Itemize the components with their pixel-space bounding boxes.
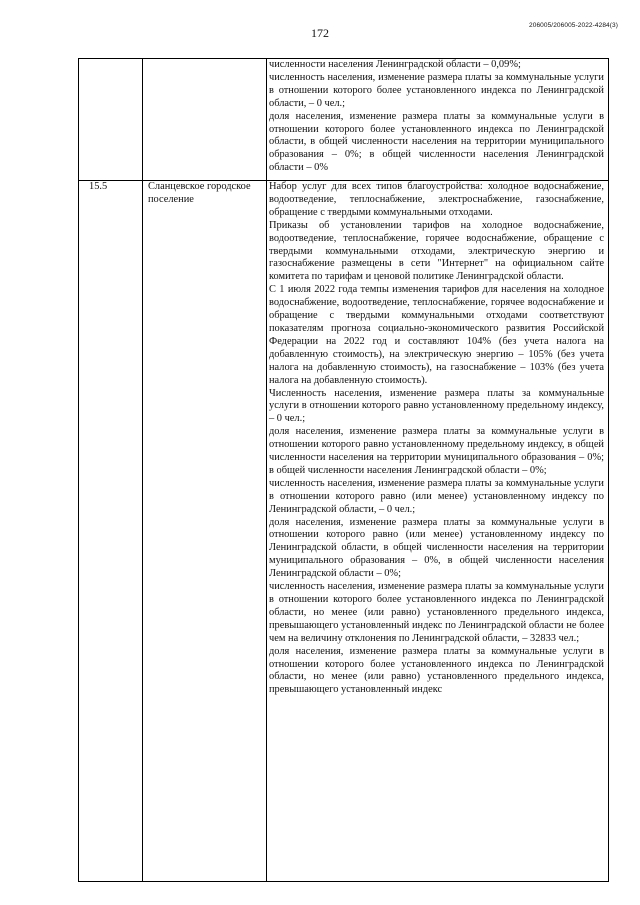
paragraph: численности населения Ленинградской области – 0,09%; (269, 59, 521, 70)
paragraph: численность населения, изменение размера платы за коммунальные услуги в отношении которого более установленного индекса по Ленинградской области, – 0 чел.; (269, 71, 604, 109)
paragraph: Численность населения, изменение размера платы за коммунальные услуги в отношении которого равно установленному предельному индексу, – 0 чел.; (269, 387, 604, 425)
tariff-table (78, 58, 609, 882)
paragraph: доля населения, изменение размера платы за коммунальные услуги в отношении которого более установленного индекса по Ленинградской области, но менее (или равно) установленного предельного индекса, превышающего установленный индекс (269, 645, 604, 696)
paragraph: численность населения, изменение размера платы за коммунальные услуги в отношении которого более установленного индекса по Ленинградской области, но менее (или равно) установленного предельного индекса, превышающего установленный индекс по Ленинградской области не более чем на величину отклонения по Ленинградской области, – 32833 чел.; (269, 581, 604, 644)
paragraph: С 1 июля 2022 года темпы изменения тарифов для населения на холодное водоснабжение, водоотведение, теплоснабжение, горячее водоснабжение и обращение с твердыми коммунальными отходами соответствуют показателям прогноза социально-экономического развития Российской Федерации на 2022 год и составляют 104% (без учета налога на добавленную стоимость), на электрическую энергию – 105% (без учета налога на добавленную стоимость), на газоснабжение – 103% (без учета налога на добавленную стоимость). (269, 284, 604, 386)
paragraph: доля населения, изменение размера платы за коммунальные услуги в отношении которого более установленного индекса по Ленинградской области, в общей численности населения на территории муниципального образования – 0%; в общей численности населения Ленинградской области – 0% (269, 110, 604, 174)
paragraph: доля населения, изменение размера платы за коммунальные услуги в отношении которого равно (или менее) установленному индексу по Ленинградской области, в общей численности населения на территории муниципального образования – 0%, в общей численности населения Ленинградской области – 0%; (269, 516, 604, 580)
paragraph: численность населения, изменение размера платы за коммунальные услуги в отношении которого равно (или менее) установленному индексу по Ленинградской области, – 0 чел.; (269, 477, 604, 515)
table-row-15-5 (79, 181, 609, 882)
row-number-cell: 15.5 (79, 181, 143, 882)
settlement-name-cell: Сланцевское городское поселение (143, 181, 267, 882)
paragraph: Приказы об установлении тарифов на холодное водоснабжение, водоотведение, теплоснабжение, горячее водоснабжение, обращение с твердыми коммунальными отходами, электрическую энергию и газоснабжение размещены в сети "Интернет" на официальном сайте комитета по тарифам и ценовой политике Ленинградской области. (269, 219, 604, 283)
document-code: 206005/206005-2022-4284(3) (529, 22, 618, 29)
description-cell (267, 181, 609, 882)
page-number: 172 (311, 26, 329, 40)
settlement-name-cell (143, 59, 267, 181)
row-number-cell (79, 59, 143, 181)
table-row-continuation (79, 59, 609, 181)
description-cell (267, 59, 609, 181)
paragraph: доля населения, изменение размера платы за коммунальные услуги в отношении которого равно установленному предельному индексу, в общей численности населения на территории муниципального образования – 0%; в общей численности населения Ленинградской области – 0%; (269, 426, 604, 476)
paragraph: Набор услуг для всех типов благоустройства: холодное водоснабжение, водоотведение, теплоснабжение, электроснабжение, газоснабжение, обращение с твердыми коммунальными отходами. (269, 181, 604, 218)
